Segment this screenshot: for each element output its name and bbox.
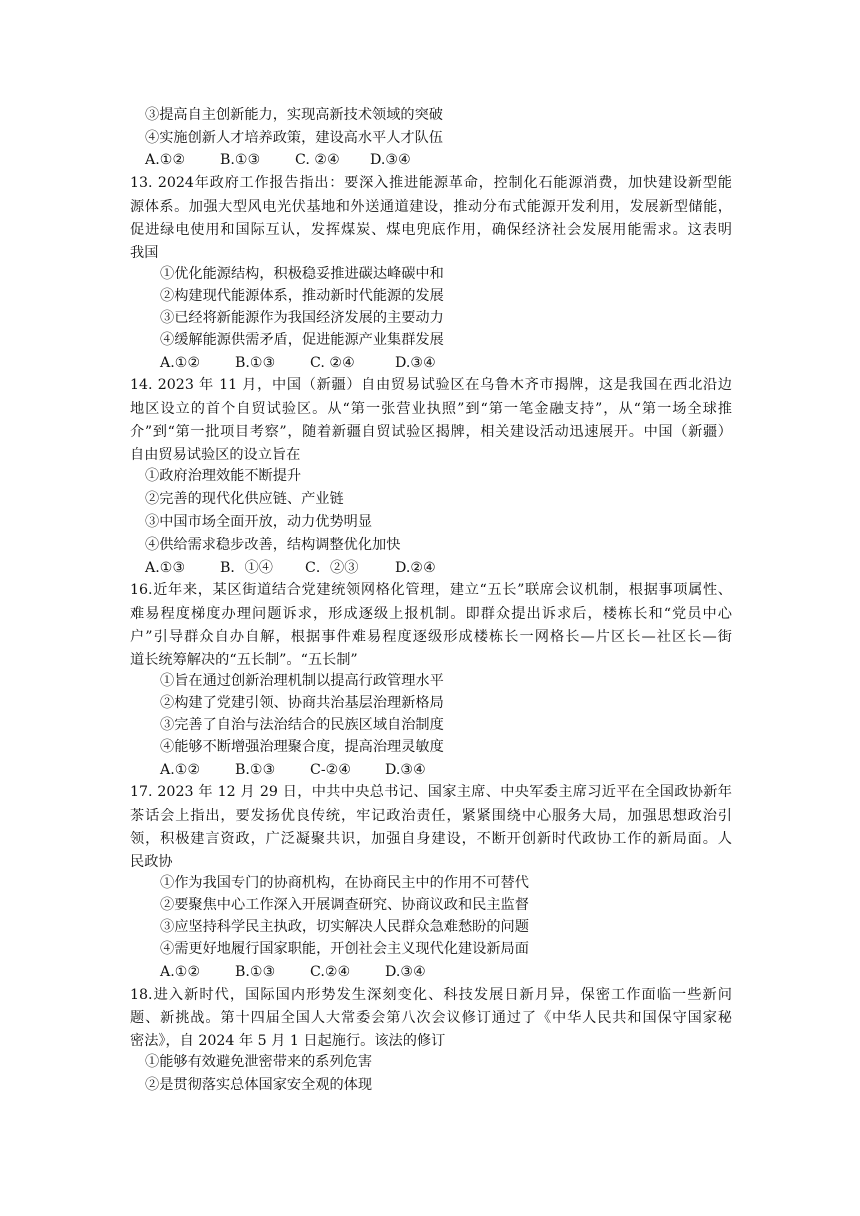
q13-answer-c: C. ②④ — [310, 355, 355, 371]
q12-answer-a: A.①② — [145, 152, 186, 168]
q16-answer-a: A.①② — [160, 762, 201, 778]
q17-stem-line: 民政协 — [130, 854, 173, 870]
q14-answer-b: B．①④ — [220, 560, 273, 576]
q14-stem-line: 地区设立的首个自贸试验区。从“第一张营业执照”到“第一笔金融支持”，从“第一场全球推 — [130, 401, 732, 417]
q14-option-3: ③中国市场全面开放，动力优势明显 — [145, 514, 373, 530]
q12-answer-d: D.③④ — [370, 152, 411, 168]
q16-answer-c: C-②④ — [310, 762, 352, 778]
q16-stem-line: 道长统筹解决的“五长制”。“五长制” — [130, 652, 358, 668]
q13-answer-d: D.③④ — [395, 355, 436, 371]
q13-option-4: ④缓解能源供需矛盾，促进能源产业集群发展 — [160, 332, 444, 348]
q17-stem-line: 茶话会上指出，要发扬优良传统，牢记政治责任，紧紧围绕中心服务大局，加强思想政治引 — [130, 808, 732, 824]
q13-option-2: ②构建现代能源体系，推动新时代能源的发展 — [160, 288, 444, 304]
q17-option-2: ②要聚焦中心工作深入开展调查研究、协商议政和民主监督 — [160, 897, 529, 913]
q18-option-1: ①能够有效避免泄密带来的系列危害 — [145, 1054, 373, 1070]
q16-answer-b: B.①③ — [235, 762, 276, 778]
q16-option-1: ①旨在通过创新治理机制以提高行政管理水平 — [160, 673, 444, 689]
q16-option-3: ③完善了自治与法治结合的民族区域自治制度 — [160, 717, 444, 733]
q13-option-3: ③已经将新能源作为我国经济发展的主要动力 — [160, 310, 444, 326]
q14-stem-line: 自由贸易试验区的设立旨在 — [130, 447, 301, 463]
q14-answer-d: D.②④ — [395, 560, 436, 576]
q13-answer-a: A.①② — [160, 355, 201, 371]
q13-stem-line: 促进绿电使用和国际互认，发挥煤炭、煤电兜底作用，确保经济社会发展用能需求。这表明 — [130, 222, 732, 238]
q13-answer-b: B.①③ — [235, 355, 276, 371]
q16-option-4: ④能够不断增强治理聚合度，提高治理灵敏度 — [160, 739, 444, 755]
q16-stem-line: 户”引导群众自办自解，根据事件难易程度逐级形成楼栋长一网格长—片区长—社区长—街 — [130, 629, 732, 645]
q18-stem-line: 密法》，自 2024 年 5 月 1 日起施行。该法的修订 — [130, 1033, 446, 1049]
q13-option-1: ①优化能源结构，积极稳妥推进碳达峰碳中和 — [160, 266, 444, 282]
q18-stem-line: 题、新挑战。第十四届全国人大常委会第八次会议修订通过了《中华人民共和国保守国家秘 — [130, 1010, 732, 1026]
q16-stem-line: 难易程度梯度办理问题诉求，形成逐级上报机制。即群众提出诉求后，楼栋长和“党员中心 — [130, 606, 732, 622]
q12-answer-c: C. ②④ — [295, 152, 340, 168]
q12-option-4: ④实施创新人才培养政策，建设高水平人才队伍 — [145, 130, 443, 146]
q17-stem-line: 领，积极建言资政，广泛凝聚共识，加强自身建设，不断开创新时代政协工作的新局面。人 — [130, 831, 732, 847]
q13-stem-line: 我国 — [130, 245, 159, 261]
q17-option-3: ③应坚持科学民主执政，切实解决人民群众急难愁盼的问题 — [160, 919, 529, 935]
q14-stem-line: 介”到“第一批项目考察”，随着新疆自贸试验区揭牌，相关建设活动迅速展开。中国（新疆） — [130, 424, 732, 440]
q14-stem-line: 14. 2023 年 11 月，中国（新疆）自由贸易试验区在乌鲁木齐市揭牌，这是我国在西北沿边 — [130, 377, 732, 393]
q16-option-2: ②构建了党建引领、协商共治基层治理新格局 — [160, 695, 444, 711]
q14-option-2: ②完善的现代化供应链、产业链 — [145, 491, 344, 507]
q12-answer-b: B.①③ — [220, 152, 261, 168]
q17-option-1: ①作为我国专门的协商机构，在协商民主中的作用不可替代 — [160, 875, 529, 891]
q17-stem-line: 17. 2023 年 12 月 29 日，中共中央总书记、国家主席、中央军委主席习近平在全国政协新年 — [130, 784, 732, 800]
q17-answer-d: D.③④ — [385, 964, 426, 980]
q14-option-4: ④供给需求稳步改善，结构调整优化加快 — [145, 537, 401, 553]
q14-option-1: ①政府治理效能不断提升 — [145, 468, 302, 484]
q17-option-4: ④需更好地履行国家职能，开创社会主义现代化建设新局面 — [160, 941, 529, 957]
q18-option-2: ②是贯彻落实总体国家安全观的体现 — [145, 1077, 373, 1093]
q16-answer-d: D.③④ — [385, 762, 426, 778]
q18-stem-line: 18.进入新时代，国际国内形势发生深刻变化、科技发展日新月异，保密工作面临一些新问 — [130, 987, 732, 1003]
q17-answer-a: A.①② — [160, 964, 201, 980]
q17-answer-b: B.①③ — [235, 964, 276, 980]
q14-answer-c: C．②③ — [305, 560, 359, 576]
q12-option-3: ③提高自主创新能力，实现高新技术领域的突破 — [145, 107, 443, 123]
q13-stem-line: 13. 2024年政府工作报告指出：要深入推进能源革命，控制化石能源消费，加快建设新型能 — [130, 175, 732, 191]
q14-answer-a: A.①③ — [145, 560, 186, 576]
q17-answer-c: C.②④ — [310, 964, 351, 980]
q16-stem-line: 16.近年来，某区街道结合党建统领网格化管理，建立“五长”联席会议机制，根据事项属性、 — [130, 582, 732, 598]
q13-stem-line: 源体系。加强大型风电光伏基地和外送通道建设，推动分布式能源开发利用，发展新型储能， — [130, 199, 732, 215]
